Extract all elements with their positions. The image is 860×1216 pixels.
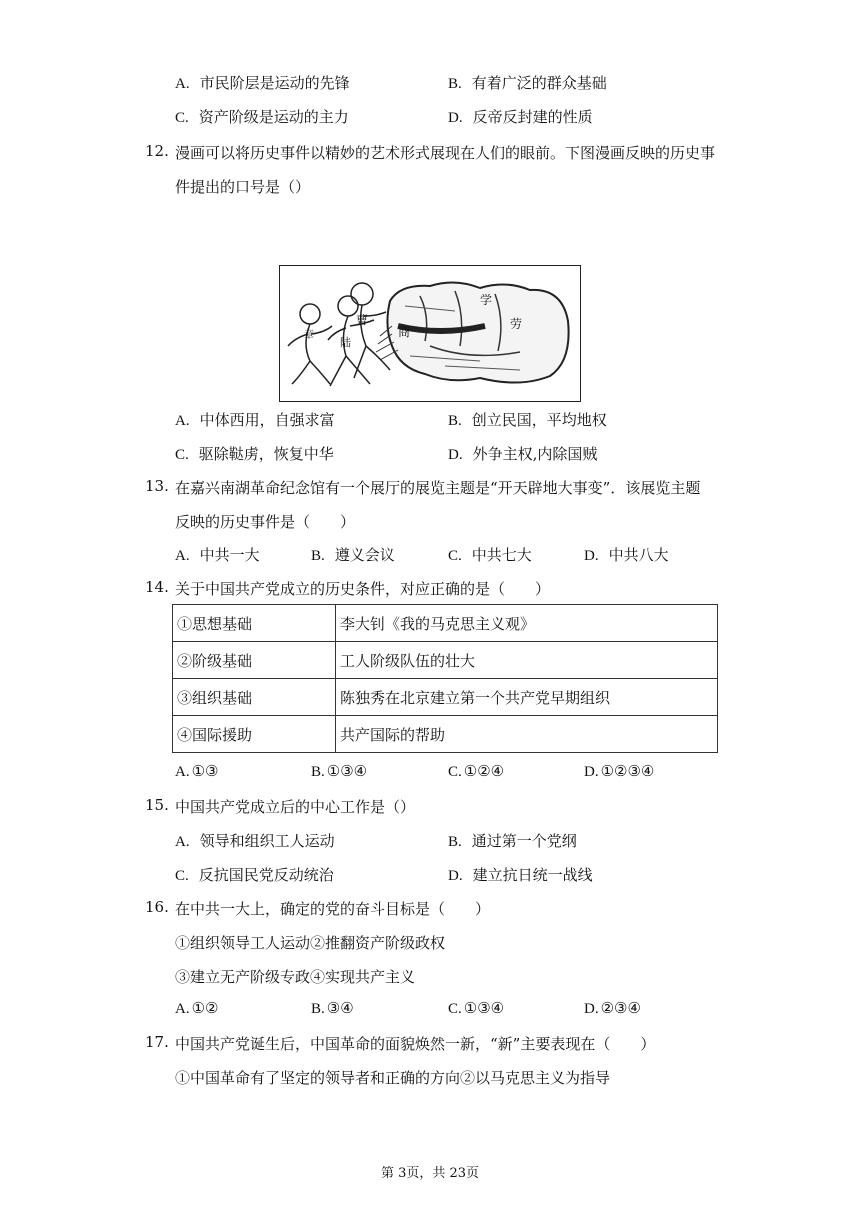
table-cell-content: 工人阶级队伍的壮大 [336,642,718,679]
q11-option-d: D. 反帝反封建的性质 [448,108,593,126]
q12-stem-line2: 件提出的口号是（） [175,178,311,196]
q17-stem: 中国共产党诞生后，中国革命的面貌焕然一新，“新”主要表现在（ ） [175,1035,656,1053]
cartoon-label-xue: 学 [480,293,493,307]
q14-option-d: D. ①②③④ [584,762,655,780]
table-cell-condition: ④国际援助 [173,716,336,753]
q17-number: 17. [145,1033,169,1051]
table-cell-content: 共产国际的帮助 [336,716,718,753]
q16-option-c: C. ①③④ [448,999,505,1017]
q12-stem-line1: 漫画可以将历史事件以精妙的艺术形式展现在人们的眼前。下图漫画反映的历史事 [175,144,716,162]
q15-option-c: C. 反抗国民党反动统治 [175,866,334,884]
table-row [173,679,718,716]
q15-stem: 中国共产党成立后的中心工作是（） [175,798,416,816]
q11-option-c: C. 资产阶级是运动的主力 [175,108,349,126]
q13-stem-line2: 反映的历史事件是（ ） [175,513,356,531]
q15-option-a: A. 领导和组织工人运动 [175,832,335,850]
q16-option-a: A. ①② [175,999,219,1017]
cartoon-label-cao: 曹 [356,313,369,327]
q11-option-b: B. 有着广泛的群众基础 [448,74,607,92]
q13-option-c: C. 中共七大 [448,546,532,564]
cartoon-label-lao: 劳 [510,317,523,331]
q14-option-c: C. ①②④ [448,762,505,780]
table-cell-condition: ②阶级基础 [173,642,336,679]
page-footer: 第 3页，共 23页 [380,1166,480,1181]
q16-number: 16. [145,898,169,916]
table-row [173,716,718,753]
cartoon-fist-drawing [280,266,580,401]
q13-stem-line1: 在嘉兴南湖革命纪念馆有一个展厅的展览主题是“开天辟地大事变”．该展览主题 [175,479,701,497]
q12-option-d: D. 外争主权,内除国贼 [448,445,598,463]
q16-item-line1: ①组织领导工人运动②推翻资产阶级政权 [175,934,446,952]
table-row [173,605,718,642]
cartoon-label-shang: 商 [398,325,411,339]
q15-number: 15. [145,796,169,814]
q15-option-d: D. 建立抗日统一战线 [448,866,593,884]
q12-option-b: B. 创立民国，平均地权 [448,411,607,429]
q14-option-a: A. ①③ [175,762,219,780]
q14-conditions-table [172,604,718,753]
q13-option-a: A. 中共一大 [175,546,260,564]
q14-stem: 关于中国共产党成立的历史条件，对应正确的是（ ） [175,580,551,598]
q13-number: 13. [145,477,169,495]
table-cell-condition: ③组织基础 [173,679,336,716]
q13-option-d: D. 中共八大 [584,546,669,564]
q15-option-b: B. 通过第一个党纲 [448,832,577,850]
cartoon-label-zhang: 章 [304,330,314,341]
q14-option-b: B. ①③④ [311,762,368,780]
q11-option-a: A. 市民阶层是运动的先锋 [175,74,350,92]
q16-stem: 在中共一大上，确定的党的奋斗目标是（ ） [175,900,491,918]
table-cell-content: 李大钊《我的马克思主义观》 [336,605,718,642]
q13-option-b: B. 遵义会议 [311,546,395,564]
q17-item-line1: ①中国革命有了坚定的领导者和正确的方向②以马克思主义为指导 [175,1069,611,1087]
q16-option-d: D. ②③④ [584,999,641,1017]
q12-option-c: C. 驱除鞑虏，恢复中华 [175,445,334,463]
q12-cartoon-image [279,265,581,402]
q16-item-line2: ③建立无产阶级专政④实现共产主义 [175,968,416,986]
q14-number: 14. [145,578,169,596]
cartoon-label-lu: 陆 [340,336,351,349]
table-row [173,642,718,679]
q16-option-b: B. ③④ [311,999,354,1017]
table-cell-condition: ①思想基础 [173,605,336,642]
q12-number: 12. [145,142,169,160]
table-cell-content: 陈独秀在北京建立第一个共产党早期组织 [336,679,718,716]
q12-option-a: A. 中体西用，自强求富 [175,411,335,429]
